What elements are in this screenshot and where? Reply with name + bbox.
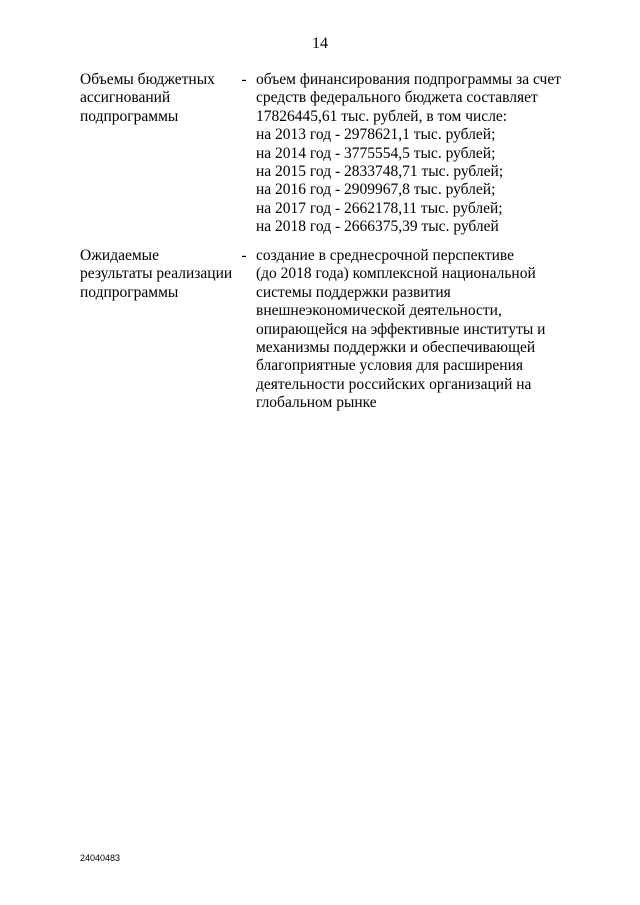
label-line: Объемы бюджетных xyxy=(80,71,215,88)
content-line: (до 2018 года) комплексной национальной xyxy=(256,265,536,283)
content-line: средств федерального бюджета составляет xyxy=(256,89,538,107)
label-line: Ожидаемые xyxy=(80,247,159,264)
content-line: опирающейся на эффективные институты и xyxy=(256,320,546,338)
content-line: на 2015 год - 2833748,71 тыс. рублей; xyxy=(256,163,504,181)
section-label xyxy=(80,71,240,126)
section-label xyxy=(80,247,240,302)
content-line: создание в среднесрочной перспективе xyxy=(256,247,514,264)
content-line: глобальном рынке xyxy=(256,394,377,412)
content-line: на 2013 год - 2978621,1 тыс. рублей; xyxy=(256,126,496,144)
content-line: на 2018 год - 2666375,39 тыс. рублей xyxy=(256,218,499,236)
content-line: объем финансирования подпрограммы за счет xyxy=(256,71,561,88)
content-line: 17826445,61 тыс. рублей, в том числе: xyxy=(256,107,508,125)
label-line: ассигнований xyxy=(80,89,171,107)
section-content xyxy=(256,247,556,413)
label-line: подпрограммы xyxy=(80,107,179,125)
content-line: деятельности российских организаций на xyxy=(256,375,532,393)
label-line: подпрограммы xyxy=(80,283,179,301)
content-line: на 2016 год - 2909967,8 тыс. рублей; xyxy=(256,181,496,199)
label-line: результаты реализации xyxy=(80,265,233,283)
content-line: внешнеэкономической деятельности, xyxy=(256,302,502,320)
content-line: на 2014 год - 3775554,5 тыс. рублей; xyxy=(256,144,496,162)
dash-separator: - xyxy=(241,247,247,264)
dash-separator: - xyxy=(241,71,247,88)
content-line: на 2017 год - 2662178,11 тыс. рублей; xyxy=(256,199,503,217)
content-line: благоприятные условия для расширения xyxy=(256,357,523,375)
content-line: механизмы поддержки и обеспечивающей xyxy=(256,339,536,357)
document-code: 24040483 xyxy=(80,853,121,863)
section-content xyxy=(256,71,561,237)
page-number: 14 xyxy=(312,35,328,52)
content-line: системы поддержки развития xyxy=(256,283,451,301)
